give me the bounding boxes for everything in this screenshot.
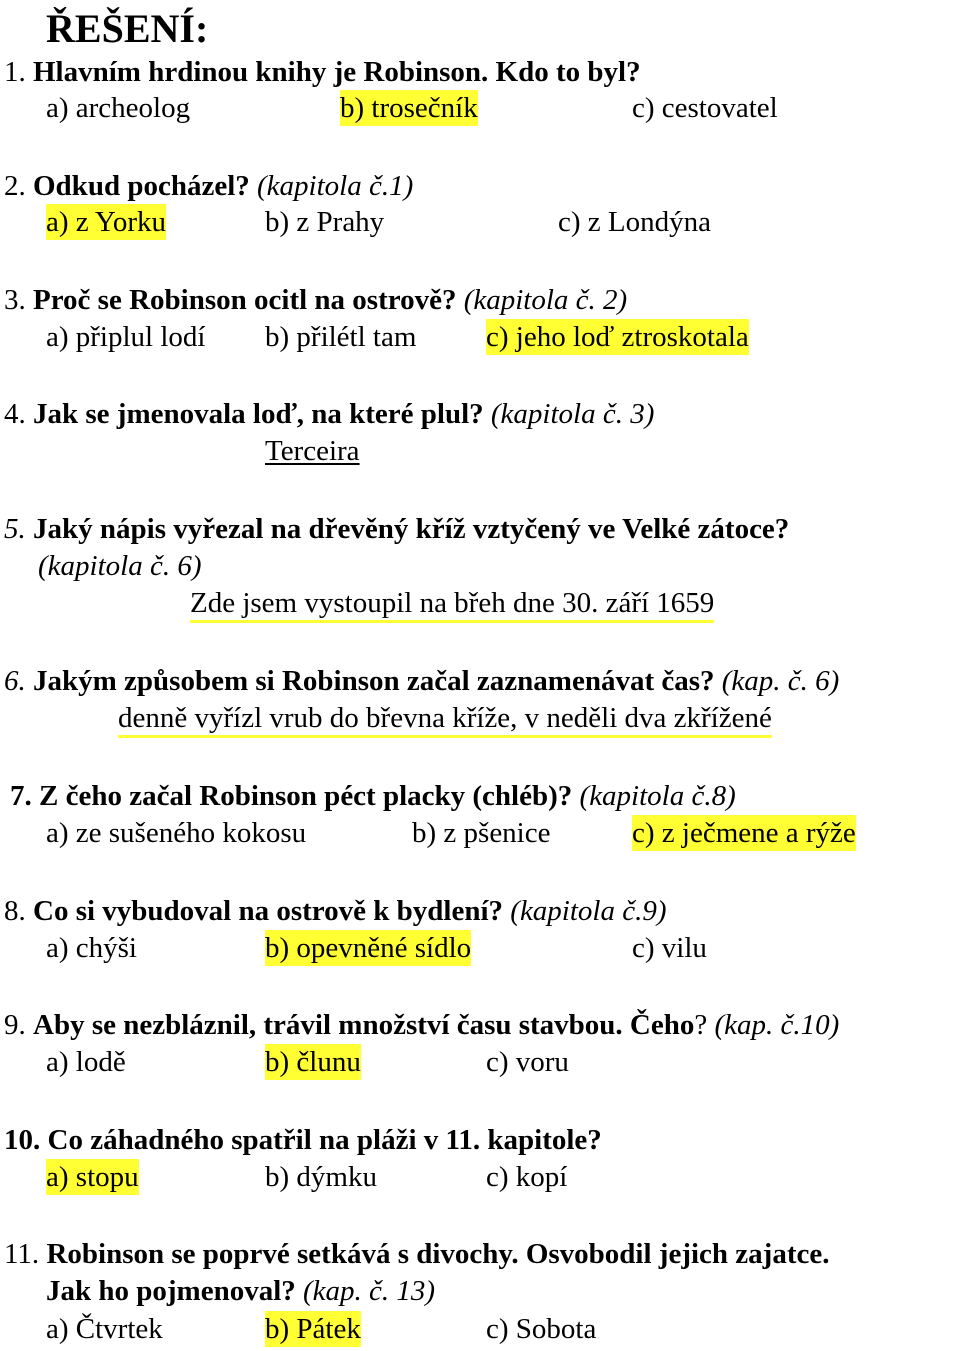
question-10 — [4, 1122, 602, 1158]
chapter-reference: (kapitola č. 6) — [38, 550, 202, 582]
chapter-reference: (kap. č.10) — [714, 1009, 840, 1041]
question-6 — [4, 663, 839, 699]
question-text: Aby se nezbláznil, trávil množství času stavbou. Čeho — [33, 1009, 695, 1041]
q3-option-b: b) přilétl tam — [265, 321, 417, 353]
question-number: 1. — [4, 56, 26, 88]
question-4 — [4, 396, 654, 432]
question-number: 11. — [4, 1238, 40, 1270]
question-number: 9. — [4, 1009, 26, 1041]
question-text: Co záhadného spatřil na pláži v 11. kapitole? — [47, 1124, 602, 1156]
question-5 — [4, 511, 789, 547]
q3-option-c-correct: c) jeho loď ztroskotala — [486, 321, 749, 353]
q9-option-c: c) voru — [486, 1046, 569, 1078]
q9-option-a: a) lodě — [46, 1046, 126, 1078]
question-text: Hlavním hrdinou knihy je Robinson. Kdo to byl? — [33, 56, 641, 88]
q5-answer: Zde jsem vystoupil na břeh dne 30. září 1659 — [190, 585, 714, 621]
q11-option-c: c) Sobota — [486, 1313, 597, 1345]
question-text: Jakým způsobem si Robinson začal zaznamenávat čas? — [33, 665, 715, 697]
q1-option-c: c) cestovatel — [632, 92, 778, 124]
q1-option-a: a) archeolog — [46, 92, 191, 124]
q8-option-a: a) chýši — [46, 932, 137, 964]
question-text: Odkud pocházel? — [33, 170, 250, 202]
question-text: Z čeho začal Robinson péct placky (chléb)? — [39, 780, 573, 812]
question-1 — [4, 54, 641, 90]
chapter-reference: (kap. č. 13) — [303, 1275, 436, 1307]
question-number: 7. — [10, 780, 32, 812]
q10-option-a-correct: a) stopu — [46, 1161, 139, 1193]
chapter-reference: (kapitola č.1) — [257, 170, 414, 202]
question-number: 5. — [4, 513, 26, 545]
q8-option-b-correct: b) opevněné sídlo — [265, 932, 472, 964]
chapter-reference: (kap. č. 6) — [721, 665, 840, 697]
q10-option-c: c) kopí — [486, 1161, 568, 1193]
question-text: Jak ho pojmenoval? — [46, 1275, 296, 1307]
question-11-continued — [46, 1273, 435, 1309]
q9-option-b-correct: b) člunu — [265, 1046, 361, 1078]
q11-option-b-correct: b) Pátek — [265, 1313, 361, 1345]
q3-option-a: a) připlul lodí — [46, 321, 206, 353]
question-mark: ? — [694, 1009, 708, 1041]
question-number: 10. — [4, 1124, 41, 1156]
question-text: Proč se Robinson ocitl na ostrově? — [33, 284, 457, 316]
question-number: 6. — [4, 665, 26, 697]
q6-answer: denně vyřízl vrub do břevna kříže, v neděli dva zkřížené — [118, 700, 772, 736]
chapter-reference: (kapitola č. 2) — [463, 284, 628, 316]
question-number: 8. — [4, 895, 26, 927]
question-3 — [4, 282, 627, 318]
q7-option-a: a) ze sušeného kokosu — [46, 817, 307, 849]
question-2 — [4, 168, 413, 204]
question-text: Robinson se poprvé setkává s divochy. Osvobodil jejich zajatce. — [46, 1238, 830, 1270]
question-7 — [10, 778, 736, 814]
question-9 — [4, 1007, 839, 1043]
question-number: 2. — [4, 170, 26, 202]
q10-option-b: b) dýmku — [265, 1161, 377, 1193]
q2-option-b: b) z Prahy — [265, 206, 385, 238]
q1-option-b-correct: b) trosečník — [340, 92, 478, 124]
question-text: Co si vybudoval na ostrově k bydlení? — [33, 895, 504, 927]
q7-option-b: b) z pšenice — [412, 817, 551, 849]
question-number: 3. — [4, 284, 26, 316]
q11-option-a: a) Čtvrtek — [46, 1313, 163, 1345]
question-number: 4. — [4, 398, 26, 430]
question-text: Jaký nápis vyřezal na dřevěný kříž vztyčený ve Velké zátoce? — [33, 513, 790, 545]
chapter-reference: (kapitola č. 3) — [490, 398, 655, 430]
q7-option-c-correct: c) z ječmene a rýže — [632, 817, 856, 849]
page-title: ŘEŠENÍ: — [46, 6, 209, 51]
question-text: Jak se jmenovala loď, na které plul? — [33, 398, 484, 430]
chapter-reference: (kapitola č.9) — [510, 895, 667, 927]
q4-answer: Terceira — [265, 435, 360, 467]
chapter-reference: (kapitola č.8) — [579, 780, 736, 812]
q8-option-c: c) vilu — [632, 932, 707, 964]
q2-option-a-correct: a) z Yorku — [46, 206, 167, 238]
question-8 — [4, 893, 667, 929]
question-11 — [4, 1236, 829, 1272]
q2-option-c: c) z Londýna — [558, 206, 711, 238]
